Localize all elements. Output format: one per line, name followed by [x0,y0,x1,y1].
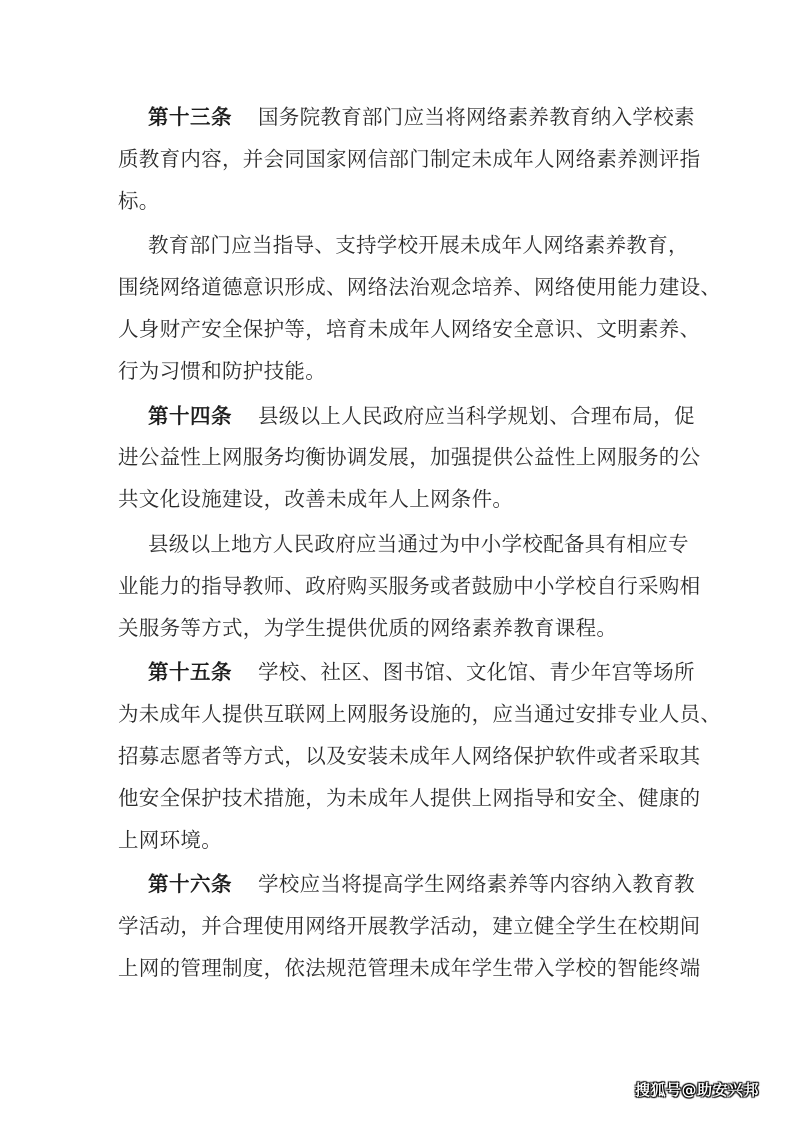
article-number: 第十三条 [148,105,232,129]
article-13-paragraph [118,97,701,222]
article-13-paragraph-2 [118,225,722,392]
article-number: 第十四条 [148,403,232,428]
line-text: 学校、社区、图书馆、文化馆、青少年宫等场所 [258,660,695,685]
text-line: 行为习惯和防护技能。 [118,358,326,383]
text-line: 标。 [118,188,160,213]
text-line: 县级以上地方人民政府应当通过为中小学校配备具有相应专 [148,531,689,556]
text-line: 围绕网络道德意识形成、网络法治观念培养、网络使用能力建设、 [118,275,722,300]
line-text: 国务院教育部门应当将网络素养教育纳入学校素 [258,105,695,129]
text-line: 为未成年人提供互联网上网服务设施的，应当通过安排专业人员、 [118,702,722,727]
text-line: 上网的管理制度，依法规范管理未成年学生带入学校的智能终端 [118,955,701,980]
text-line: 进公益性上网服务均衡协调发展，加强提供公益性上网服务的公 [118,445,701,470]
text-line: 他安全保护技术措施，为未成年人提供上网指导和安全、健康的 [118,785,701,810]
source-watermark: 搜狐号@助安兴邦 [634,1081,759,1099]
text-line: 质教育内容，并会同国家网信部门制定未成年人网络素养测评指 [118,146,701,171]
document-body [118,97,722,990]
article-number: 第十六条 [148,872,232,897]
text-line [118,652,695,694]
text-line: 教育部门应当指导、支持学校开展未成年人网络素养教育， [148,233,689,258]
text-line: 共文化设施建设，改善未成年人上网条件。 [118,487,514,512]
text-line: 上网环境。 [118,827,222,852]
text-line: 人身财产安全保护等，培育未成年人网络安全意识、文明素养、 [118,316,701,341]
line-text: 学校应当将提高学生网络素养等内容纳入教育教 [258,872,695,897]
text-line [118,97,695,139]
article-14-paragraph [118,396,701,521]
article-15-paragraph [118,652,722,861]
text-line: 招募志愿者等方式，以及安装未成年人网络保护软件或者采取其 [118,743,701,768]
text-line [118,864,695,906]
article-14-paragraph-2 [118,524,701,649]
article-16-paragraph [118,864,701,989]
text-line: 业能力的指导教师、政府购买服务或者鼓励中小学校自行采购相 [118,573,701,598]
line-text: 县级以上人民政府应当科学规划、合理布局，促 [258,403,695,428]
text-line: 关服务等方式，为学生提供优质的网络素养教育课程。 [118,615,618,640]
article-number: 第十五条 [148,660,232,685]
text-line [118,396,695,438]
text-line: 学活动，并合理使用网络开展教学活动，建立健全学生在校期间 [118,914,701,939]
